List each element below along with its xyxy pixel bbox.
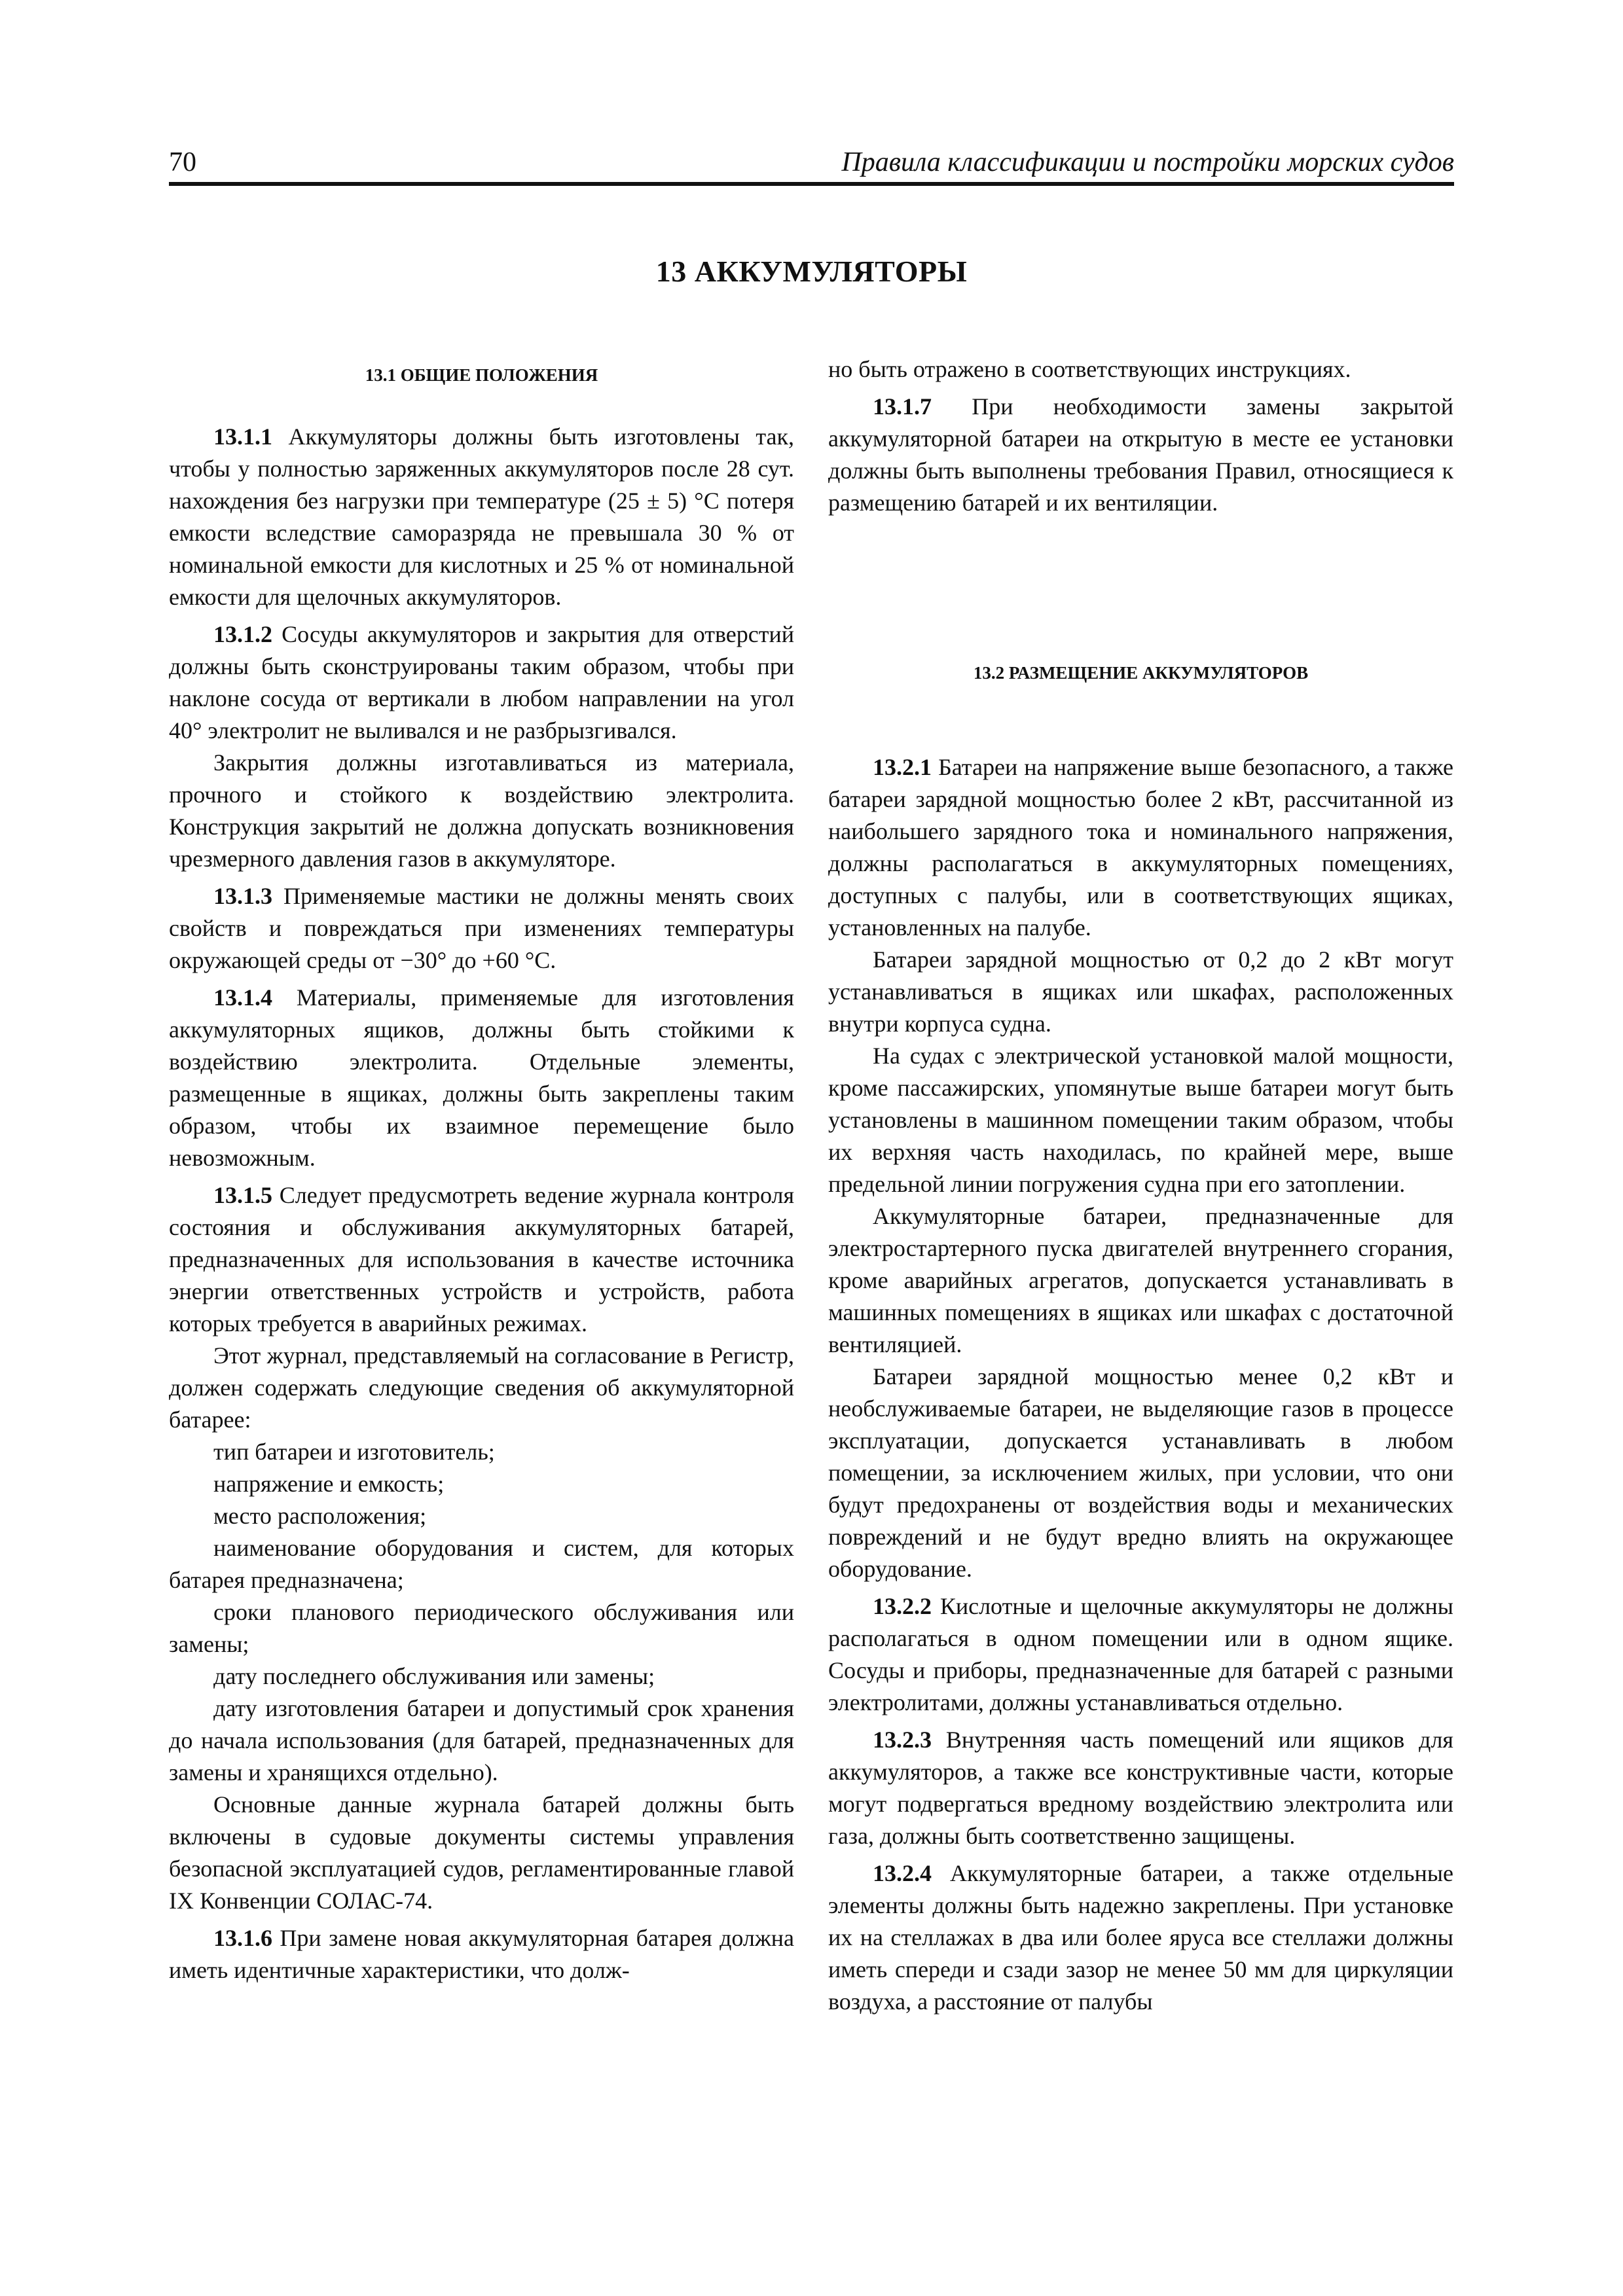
paragraph-text: Следует предусмотреть ведение журнала контроля состояния и обслуживания аккумуляторных батарей, предназначенных для использования в качестве источника энергии ответственных устройств и устройств, работа которых требуется в аварийных режимах. [169,1182,794,1336]
paragraph-text: Внутренняя часть помещений или ящиков для аккумуляторов, а также все конструктивные части, которые могут подвергаться вредному воздействию электролита или газа, должны быть соответственно защищены. [828,1727,1453,1849]
numbered-paragraph [828,1724,1453,1852]
clause-number: 13.2.1 [873,754,932,780]
numbered-paragraph [169,421,794,613]
paragraph-text: Батареи зарядной мощностью менее 0,2 кВт и необслуживаемые батареи, не выделяющие газов в процессе эксплуатации, допускается устанавливать в любом помещении, за исключением жилых, при условии, что они будут предохранены от воздействия воды и механических повреждений и не будут вредно влиять на окружающее оборудование. [828,1363,1453,1582]
paragraph [169,1660,794,1693]
numbered-paragraph [169,880,794,977]
paragraph [828,1200,1453,1361]
clause-number: 13.1.3 [213,883,272,909]
paragraph-text: тип батареи и изготовитель; [213,1439,495,1465]
clause-number: 13.2.3 [873,1727,932,1753]
paragraph-text: Этот журнал, представляемый на согласование в Регистр, должен содержать следующие сведения об аккумуляторной батарее: [169,1342,794,1433]
paragraph [169,1500,794,1532]
chapter-title: 13 АККУМУЛЯТОРЫ [655,255,968,288]
numbered-paragraph [828,751,1453,944]
numbered-paragraph [169,619,794,747]
paragraph-text: Применяемые мастики не должны менять своих свойств и повреждаться при изменениях температуры окружающей среды от −30° до +60 °С. [169,883,794,973]
paragraph [169,1468,794,1500]
clause-number: 13.1.5 [213,1182,272,1208]
continued-paragraph: но быть отражено в соответствующих инструкциях. [828,356,1351,382]
paragraph [169,1340,794,1436]
paragraph-text: Материалы, применяемые для изготовления аккумуляторных ящиков, должны быть стойкими к воздействию электролита. Отдельные элементы, размещенные в ящиках, должны быть закреплены таким образом, чтобы их взаимное перемещение было невозможным. [169,984,794,1171]
paragraph-text: место расположения; [213,1503,427,1529]
paragraph [169,1596,794,1660]
clause-number: 13.1.6 [213,1925,272,1951]
paragraph [169,1693,794,1789]
numbered-paragraph [169,982,794,1174]
paragraph-text: Аккумуляторные батареи, а также отдельные элементы должны быть надежно закреплены. При установке их на стеллажах в два или более яруса все стеллажи должны иметь спереди и сзади зазор не менее 50 мм для циркуляции воздуха, а расстояние от палубы [828,1860,1453,2015]
clause-number: 13.1.1 [213,423,272,450]
paragraph [828,944,1453,1040]
paragraph-text: Сосуды аккумуляторов и закрытия для отверстий должны быть сконструированы таким образом, чтобы при наклоне сосуда от вертикали в любом направлении на угол 40° электролит не выливался и не разбрызгивался. [169,621,794,744]
paragraph-text: Закрытия должны изготавливаться из материала, прочного и стойкого к воздействию электролита. Конструкция закрытий не должна допускать возникновения чрезмерного давления газов в аккумуляторе. [169,749,794,872]
paragraph [828,1361,1453,1585]
section-heading-13-2: 13.2 РАЗМЕЩЕНИЕ АККУМУЛЯТОРОВ [973,663,1309,683]
paragraph [169,1436,794,1468]
right-column [828,353,1453,2018]
paragraph-text: Батареи на напряжение выше безопасного, а также батареи зарядной мощностью более 2 кВт, рассчитанной из наибольшего зарядного тока и номинального напряжения, должны располагаться в аккумуляторных помещениях, доступных с палубы, или в соответствующих ящиках, установленных на палубе. [828,754,1453,941]
clause-number: 13.1.4 [213,984,272,1011]
numbered-paragraph [169,1922,794,1986]
numbered-paragraph [828,1857,1453,2018]
paragraph-text: Кислотные и щелочные аккумуляторы не должны располагаться в одном помещении или в одном ящике. Сосуды и приборы, предназначенные для батарей с разными электролитами, должны устанавливаться отдельно. [828,1593,1453,1715]
paragraph-13-1-7 [828,391,1453,519]
section-heading-13-1: 13.1 ОБЩИЕ ПОЛОЖЕНИЯ [365,365,598,385]
clause-text: При необходимости замены закрытой аккумуляторной батареи на открытую в месте ее установки должны быть выполнены требования Правил, относящиеся к размещению батарей и их вентиляции. [828,393,1453,516]
paragraph-text: Аккумуляторные батареи, предназначенные для электростартерного пуска двигателей внутреннего сгорания, кроме аварийных агрегатов, допускается устанавливать в машинных помещениях в ящиках или шкафах с достаточной вентиляцией. [828,1203,1453,1357]
clause-number: 13.2.4 [873,1860,932,1886]
right-paragraphs [828,751,1453,2018]
left-column [169,353,794,1986]
running-title: Правила классификации и постройки морских судов [841,147,1454,177]
paragraph-text: На судах с электрической установкой малой мощности, кроме пассажирских, упомянутые выше батареи могут быть установлены в машинном помещении таким образом, чтобы их верхняя часть находилась, по крайней мере, выше предельной линии погружения судна при его затоплении. [828,1043,1453,1197]
paragraph-text: напряжение и емкость; [213,1471,445,1497]
clause-number: 13.1.2 [213,621,272,647]
paragraph [828,1040,1453,1200]
paragraph-text: дату последнего обслуживания или замены; [213,1663,655,1689]
paragraph-text: Аккумуляторы должны быть изготовлены так, чтобы у полностью заряженных аккумуляторов после 28 сут. нахождения без нагрузки при температуре (25 ± 5) °С потеря емкости вследствие саморазряда не превышала 30 % от номинальной емкости для кислотных и 25 % от номинальной емкости для щелочных аккумуляторов. [169,423,794,610]
numbered-paragraph [828,1590,1453,1719]
paragraph [169,1532,794,1596]
running-header [169,145,1454,186]
paragraph-text: Основные данные журнала батарей должны быть включены в судовые документы системы управления безопасной эксплуатацией судов, регламентированные главой IX Конвенции СОЛАС-74. [169,1791,794,1914]
paragraph-text: При замене новая аккумуляторная батарея должна иметь идентичные характеристики, что долж- [169,1925,794,1983]
paragraph-text: сроки планового периодического обслуживания или замены; [169,1599,794,1657]
paragraph [169,747,794,875]
page-number: 70 [169,147,196,177]
paragraph [169,1789,794,1917]
numbered-paragraph [169,1179,794,1340]
paragraph-text: наименование оборудования и систем, для которых батарея предназначена; [169,1535,794,1593]
clause-number: 13.2.2 [873,1593,932,1619]
clause-number: 13.1.7 [873,393,932,420]
paragraph-text: Батареи зарядной мощностью от 0,2 до 2 кВт могут устанавливаться в ящиках или шкафах, расположенных внутри корпуса судна. [828,946,1453,1037]
left-paragraphs [169,421,794,1986]
paragraph-text: дату изготовления батареи и допустимый срок хранения до начала использования (для батарей, предназначенных для замены и хранящихся отдельно). [169,1695,794,1785]
